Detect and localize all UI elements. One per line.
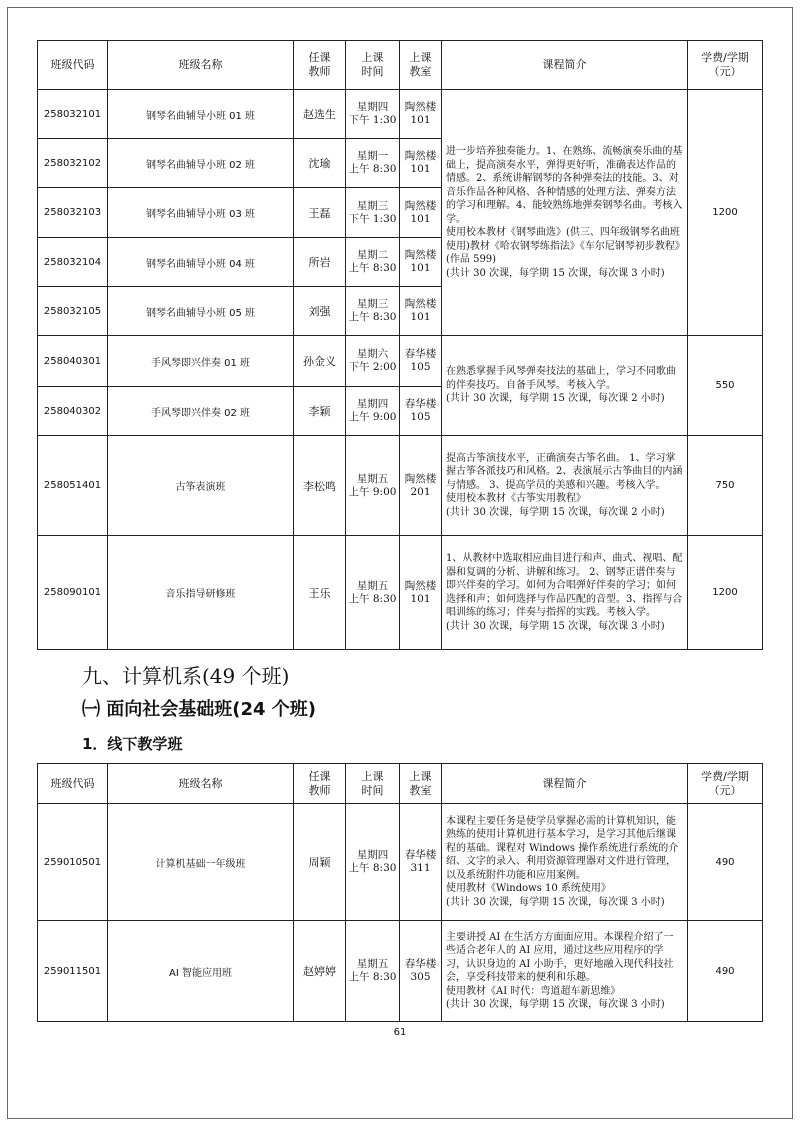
classroom: 春华楼 311 xyxy=(400,804,442,921)
teacher: 王乐 xyxy=(294,536,346,650)
header-desc: 课程简介 xyxy=(442,41,688,90)
class-name: 钢琴名曲辅导小班 01 班 xyxy=(108,90,294,139)
class-time: 星期五 上午 9:00 xyxy=(346,436,400,536)
class-code: 258040302 xyxy=(38,387,108,436)
class-time: 星期一 上午 8:30 xyxy=(346,139,400,188)
course-description: 主要讲授 AI 在生活方方面面应用。本课程介绍了一些适合老年人的 AI 应用，通过这些应用程序的学习，认识身边的 AI 小助手，更好地融入现代科技社会，享受科技带来的便利和乐趣。 使用教材《AI 时代：弯道超车新思维》 (共计 30 次课，每学期 15 次课，每次课 3 小时) xyxy=(442,921,688,1022)
classroom: 陶然楼 101 xyxy=(400,287,442,336)
header-name: 班级名称 xyxy=(108,764,294,804)
course-description: 在熟悉掌握手风琴弹奏技法的基础上，学习不同歌曲的伴奏技巧。自备手风琴。考核入学。 (共计 30 次课，每学期 15 次课，每次课 2 小时) xyxy=(442,336,688,436)
class-code: 258032104 xyxy=(38,238,108,287)
section-subsubtitle: 1．线下教学班 xyxy=(82,735,183,753)
teacher: 刘强 xyxy=(294,287,346,336)
computer-class-table xyxy=(37,763,763,1022)
class-time: 星期四 上午 9:00 xyxy=(346,387,400,436)
tuition-fee: 550 xyxy=(688,336,763,436)
class-code: 258051401 xyxy=(38,436,108,536)
course-description: 本课程主要任务是使学员掌握必需的计算机知识，能熟练的使用计算机进行基本学习，是学习其他后继课程的基础。课程对 Windows 操作系统进行系统的介绍、文字的录入、利用资源管理器对文件进行管理，以及系统附件功能和应用案例。 使用教材《Windows 10 系统使用》 (共计 30 次课，每学期 15 次课，每次课 3 小时) xyxy=(442,804,688,921)
header-teacher: 任课 教师 xyxy=(294,764,346,804)
classroom: 陶然楼 101 xyxy=(400,536,442,650)
header-name: 班级名称 xyxy=(108,41,294,90)
class-time: 星期六 下午 2:00 xyxy=(346,336,400,387)
class-name: 钢琴名曲辅导小班 05 班 xyxy=(108,287,294,336)
class-time: 星期四 下午 1:30 xyxy=(346,90,400,139)
music-class-table xyxy=(37,40,763,650)
header-desc: 课程简介 xyxy=(442,764,688,804)
classroom: 陶然楼 101 xyxy=(400,139,442,188)
table-row xyxy=(38,536,763,650)
classroom: 春华楼 105 xyxy=(400,336,442,387)
course-description: 提高古筝演技水平，正确演奏古筝名曲。 1、学习掌握古筝各派技巧和风格。2、表演展示古筝曲目的内涵与情感。 3、提高学员的美感和兴趣。考核入学。 使用校本教材《古筝实用教程》 (共计 30 次课，每学期 15 次课，每次课 2 小时) xyxy=(442,436,688,536)
table-row xyxy=(38,436,763,536)
class-name: 手风琴即兴伴奏 02 班 xyxy=(108,387,294,436)
teacher: 周颖 xyxy=(294,804,346,921)
class-name: 古筝表演班 xyxy=(108,436,294,536)
class-code: 258032101 xyxy=(38,90,108,139)
class-code: 258090101 xyxy=(38,536,108,650)
section-subtitle: ㈠ 面向社会基础班(24 个班) xyxy=(82,699,317,720)
header-teacher: 任课 教师 xyxy=(294,41,346,90)
class-time: 星期二 上午 8:30 xyxy=(346,238,400,287)
class-time: 星期四 上午 8:30 xyxy=(346,804,400,921)
class-name: 钢琴名曲辅导小班 02 班 xyxy=(108,139,294,188)
page-number: 61 xyxy=(393,1027,407,1038)
header-fee: 学费/学期 （元） xyxy=(688,41,763,90)
class-time: 星期三 下午 1:30 xyxy=(346,188,400,238)
class-code: 258032105 xyxy=(38,287,108,336)
classroom: 春华楼 105 xyxy=(400,387,442,436)
header-room: 上课 教室 xyxy=(400,764,442,804)
class-name: 音乐指导研修班 xyxy=(108,536,294,650)
class-name: AI 智能应用班 xyxy=(108,921,294,1022)
section-title: 九、计算机系(49 个班) xyxy=(82,664,290,688)
tuition-fee: 490 xyxy=(688,921,763,1022)
teacher: 所岩 xyxy=(294,238,346,287)
classroom: 陶然楼 101 xyxy=(400,90,442,139)
header-time: 上课 时间 xyxy=(346,764,400,804)
table-row xyxy=(38,921,763,1022)
class-name: 钢琴名曲辅导小班 03 班 xyxy=(108,188,294,238)
header-code: 班级代码 xyxy=(38,764,108,804)
teacher: 李松鸣 xyxy=(294,436,346,536)
classroom: 陶然楼 201 xyxy=(400,436,442,536)
header-fee: 学费/学期 （元） xyxy=(688,764,763,804)
tuition-fee: 1200 xyxy=(688,536,763,650)
header-room: 上课 教室 xyxy=(400,41,442,90)
class-code: 258032102 xyxy=(38,139,108,188)
course-description: 进一步培养独奏能力。1、在熟练、流畅演奏乐曲的基础上，提高演奏水平，弹得更好听，准确表达作品的情感。2、系统讲解钢琴的各种弹奏法的技能。3、对音乐作品各种风格、各种情感的处理方法、弹奏方法的学习和理解。4、能较熟练地弹奏钢琴名曲。考核入学。 使用校本教材《钢琴曲选》(供三、四年级钢琴名曲班使用)教材《哈农钢琴练指法》《车尔尼钢琴初步教程》(作品 599) (共计 30 次课，每学期 15 次课，每次课 3 小时) xyxy=(442,90,688,336)
teacher: 赵选生 xyxy=(294,90,346,139)
class-time: 星期三 上午 8:30 xyxy=(346,287,400,336)
table-row xyxy=(38,804,763,921)
class-code: 259010501 xyxy=(38,804,108,921)
class-code: 258032103 xyxy=(38,188,108,238)
table-header-row xyxy=(38,764,763,804)
teacher: 赵婷婷 xyxy=(294,921,346,1022)
classroom: 陶然楼 101 xyxy=(400,188,442,238)
class-name: 手风琴即兴伴奏 01 班 xyxy=(108,336,294,387)
table-row xyxy=(38,336,763,387)
tuition-fee: 750 xyxy=(688,436,763,536)
course-description: 1、从教材中选取相应曲目进行和声、曲式、视唱、配器和复调的分析、讲解和练习。 2、钢琴正谱伴奏与即兴伴奏的学习。如何为合唱弹好伴奏的学习；如何选择和声；如何选择与作品匹配的音型。3、指挥与合唱训练的练习；伴奏与指挥的实践。考核入学。 (共计 30 次课，每学期 15 次课，每次课 3 小时) xyxy=(442,536,688,650)
teacher: 孙金义 xyxy=(294,336,346,387)
class-name: 计算机基础一年级班 xyxy=(108,804,294,921)
teacher: 李颖 xyxy=(294,387,346,436)
teacher: 沈瑜 xyxy=(294,139,346,188)
class-time: 星期五 上午 8:30 xyxy=(346,921,400,1022)
class-time: 星期五 上午 8:30 xyxy=(346,536,400,650)
classroom: 陶然楼 101 xyxy=(400,238,442,287)
tuition-fee: 1200 xyxy=(688,90,763,336)
tuition-fee: 490 xyxy=(688,804,763,921)
classroom: 春华楼 305 xyxy=(400,921,442,1022)
class-name: 钢琴名曲辅导小班 04 班 xyxy=(108,238,294,287)
header-code: 班级代码 xyxy=(38,41,108,90)
table-header-row xyxy=(38,41,763,90)
header-time: 上课 时间 xyxy=(346,41,400,90)
class-code: 258040301 xyxy=(38,336,108,387)
table-row xyxy=(38,90,763,139)
class-code: 259011501 xyxy=(38,921,108,1022)
teacher: 王磊 xyxy=(294,188,346,238)
